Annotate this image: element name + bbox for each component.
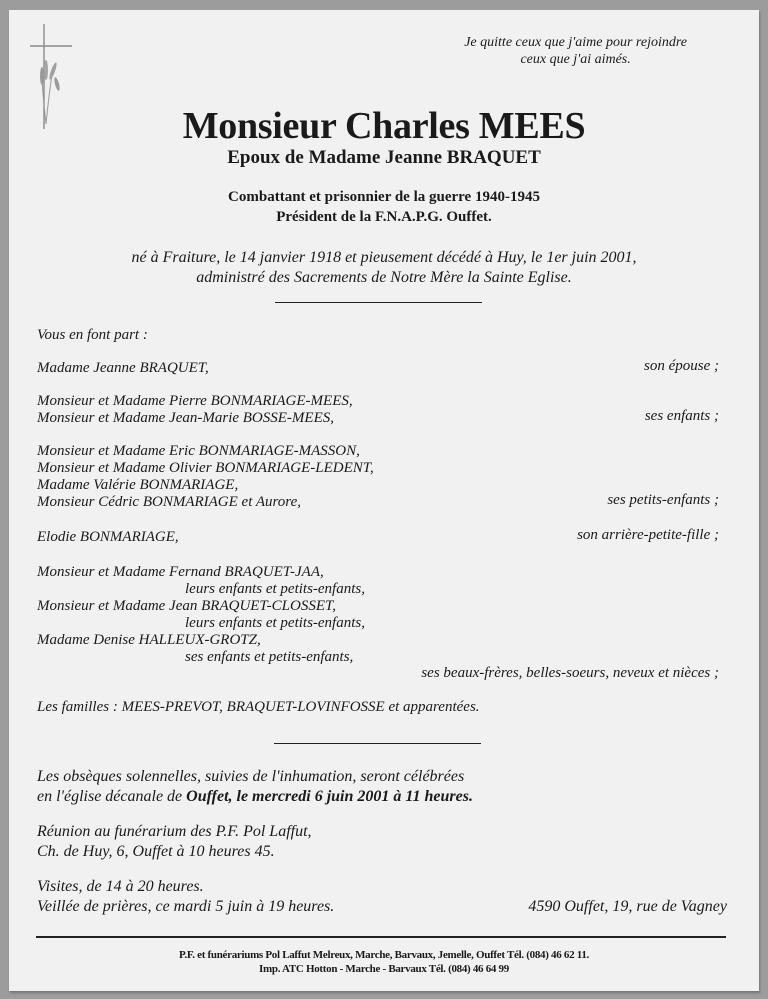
family-group-in-laws xyxy=(37,564,365,666)
relation-label: ses petits-enfants ; xyxy=(607,492,719,508)
family-member: Monsieur et Madame Olivier BONMARIAGE-LEDENT, xyxy=(37,460,374,476)
family-member: leurs enfants et petits-enfants, xyxy=(185,615,365,631)
visits-line: Veillée de prières, ce mardi 5 juin à 19 heures. xyxy=(37,898,335,915)
title-line: Président de la F.N.A.P.G. Ouffet. xyxy=(276,209,492,225)
deceased-name: Monsieur Charles MEES xyxy=(182,105,586,147)
epigraph xyxy=(464,34,687,68)
footer xyxy=(9,948,759,976)
family-member: leurs enfants et petits-enfants, xyxy=(185,581,365,597)
family-member: Monsieur et Madame Jean BRAQUET-CLOSSET, xyxy=(37,598,336,614)
ceremony-info xyxy=(37,767,473,807)
relation-label: son arrière-petite-fille ; xyxy=(577,527,719,543)
spouse-line: Epoux de Madame Jeanne BRAQUET xyxy=(227,147,541,168)
title-line: Combattant et prisonnier de la guerre 1940-1945 xyxy=(228,189,540,205)
titles xyxy=(9,187,759,227)
family-member: Madame Valérie BONMARIAGE, xyxy=(37,477,239,493)
family-member: Elodie BONMARIAGE, xyxy=(37,529,179,545)
relation-label: ses beaux-frères, belles-soeurs, neveux et nièces ; xyxy=(421,665,719,681)
ceremony-date: Ouffet, le mercredi 6 juin 2001 à 11 heures. xyxy=(186,788,473,805)
family-member: Monsieur et Madame Eric BONMARIAGE-MASSON, xyxy=(37,443,360,459)
family-member: Madame Denise HALLEUX-GROTZ, xyxy=(37,632,261,648)
birth-line: né à Fraiture, le 14 janvier 1918 et pieusement décédé à Huy, le 1er juin 2001, xyxy=(131,249,637,266)
divider xyxy=(275,302,482,303)
ceremony-line: en l'église décanale de xyxy=(37,788,187,805)
relation-label: ses enfants ; xyxy=(644,408,719,424)
extended-families: Les familles : MEES-PREVOT, BRAQUET-LOVINFOSSE et apparentées. xyxy=(37,699,480,715)
footer-line: P.F. et funérariums Pol Laffut Melreux, Marche, Barvaux, Jemelle, Ouffet Tél. (084) 46 62 11. xyxy=(178,949,589,961)
family-member: Monsieur et Madame Pierre BONMARIAGE-MEES, xyxy=(37,393,353,409)
epigraph-line: Je quitte ceux que j'aime pour rejoindre xyxy=(464,35,687,50)
home-address: 4590 Ouffet, 19, rue de Vagney xyxy=(528,898,727,915)
family-member: Monsieur et Madame Jean-Marie BOSSE-MEES, xyxy=(37,410,334,426)
visits-info xyxy=(37,877,334,917)
footer-line: Imp. ATC Hotton - Marche - Barvaux Tél. (084) 46 64 99 xyxy=(259,963,509,975)
meeting-line: Réunion au funérarium des P.F. Pol Laffut, xyxy=(37,823,312,840)
family-group-great-granddaughter xyxy=(37,529,179,546)
family-member: Monsieur et Madame Fernand BRAQUET-JAA, xyxy=(37,564,324,580)
family-group-grandchildren xyxy=(37,443,374,511)
family-member: Madame Jeanne BRAQUET, xyxy=(37,360,209,376)
family-member: Monsieur Cédric BONMARIAGE et Aurore, xyxy=(37,494,301,510)
divider xyxy=(274,743,481,744)
birth-line: administré des Sacrements de Notre Mère la Sainte Eglise. xyxy=(196,269,572,286)
intro-text: Vous en font part : xyxy=(37,327,148,343)
epigraph-line: ceux que j'ai aimés. xyxy=(520,52,631,67)
visits-line: Visites, de 14 à 20 heures. xyxy=(37,878,204,895)
family-group-children xyxy=(37,393,353,427)
footer-divider xyxy=(36,936,726,938)
family-group-spouse xyxy=(37,360,209,377)
funeral-notice xyxy=(9,10,759,991)
ceremony-line: Les obsèques solennelles, suivies de l'inhumation, seront célébrées xyxy=(37,768,465,785)
meeting-info xyxy=(37,822,312,862)
meeting-line: Ch. de Huy, 6, Ouffet à 10 heures 45. xyxy=(37,843,275,860)
relation-label: son épouse ; xyxy=(644,358,719,374)
birth-death-info xyxy=(9,248,759,288)
family-member: ses enfants et petits-enfants, xyxy=(185,649,354,665)
